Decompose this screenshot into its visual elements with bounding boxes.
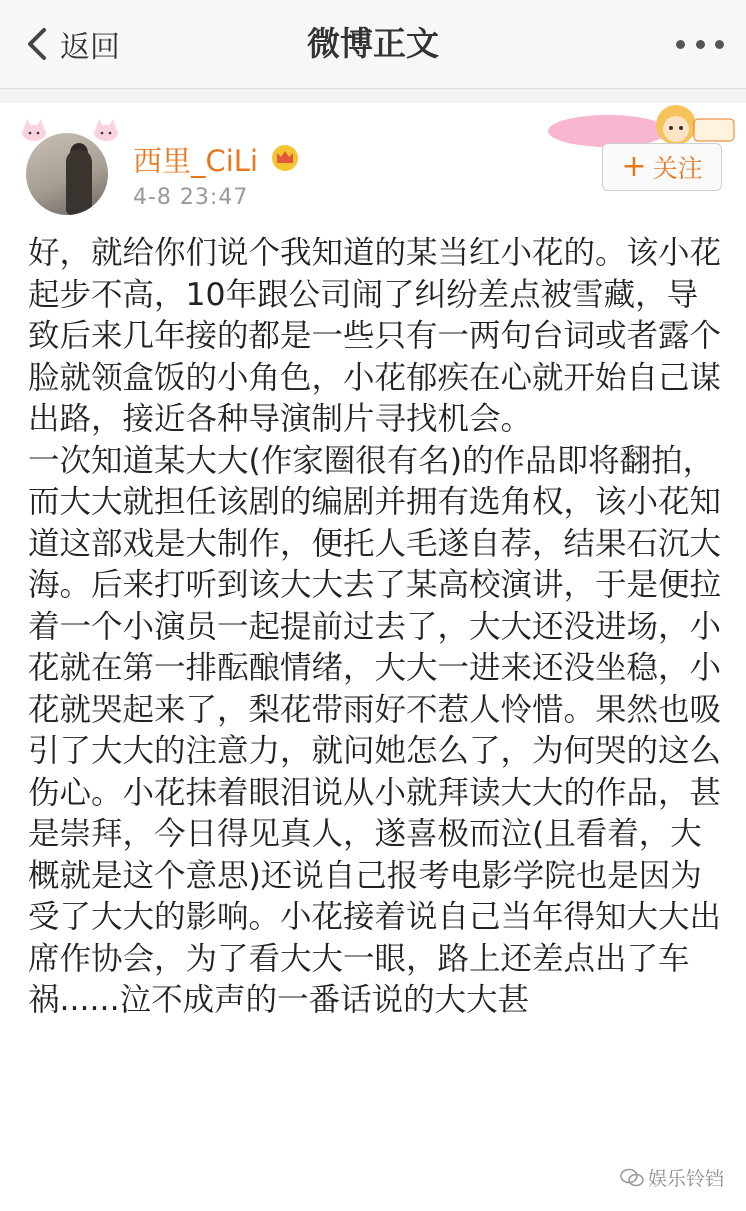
top-navigation-bar — [0, 0, 746, 89]
back-label: 返回 — [60, 30, 120, 65]
watermark-text: 娱乐铃铛 — [647, 1168, 724, 1190]
cat-ears-icon — [20, 119, 48, 141]
follow-button[interactable] — [602, 143, 722, 191]
more-dot-icon — [715, 40, 724, 49]
crown-vip-icon — [268, 143, 302, 173]
post-timestamp: 4-8 23:47 — [133, 185, 249, 210]
watermark — [620, 1164, 724, 1191]
avatar[interactable] — [20, 119, 120, 219]
follow-label: 关注 — [652, 154, 703, 183]
post-paragraph: 好，就给你们说个我知道的某当红小花的。该小花起步不高，10年跟公司闹了纠纷差点被雪藏，导致后来几年接的都是一些只有一两句台词或者露个脸就领盒饭的小角色，小花郁疾在心就开始自己谋出路，接近各种导演制片寻找机会。 — [28, 235, 722, 437]
post-body — [28, 233, 728, 1022]
more-options-button[interactable] — [676, 34, 724, 54]
plus-icon: + — [621, 149, 647, 184]
cat-ears-icon — [92, 119, 120, 141]
username[interactable]: 西里_CiLi — [133, 144, 259, 178]
post-paragraph: 一次知道某大大(作家圈很有名)的作品即将翻拍，而大大就担任该剧的编剧并拥有选角权，该小花知道这部戏是大制作，便托人毛遂自荐，结果石沉大海。后来打听到该大大去了某高校演讲，于是便拉着一个小演员一起提前过去了，大大还没进场，小花就在第一排酝酿情绪，大大一进来还没坐稳，小花就哭起来了，梨花带雨好不惹人怜惜。果然也吸引了大大的注意力，就问她怎么了，为何哭的这么伤心。小花抹着眼泪说从小就拜读大大的作品，甚是崇拜，今日得见真人，遂喜极而泣(且看着，大概就是这个意思)还说自己报考电影学院也是因为受了大大的影响。小花接着说自己当年得知大大出席作协会，为了看大大一眼，路上还差点出了车祸......泣不成声的一番话说的大大甚 — [28, 442, 722, 1018]
more-dot-icon — [676, 40, 685, 49]
wechat-icon — [620, 1168, 644, 1188]
avatar-photo — [26, 133, 108, 215]
post-card — [0, 103, 746, 1211]
more-dot-icon — [696, 40, 705, 49]
page-title: 微博正文 — [307, 24, 439, 63]
